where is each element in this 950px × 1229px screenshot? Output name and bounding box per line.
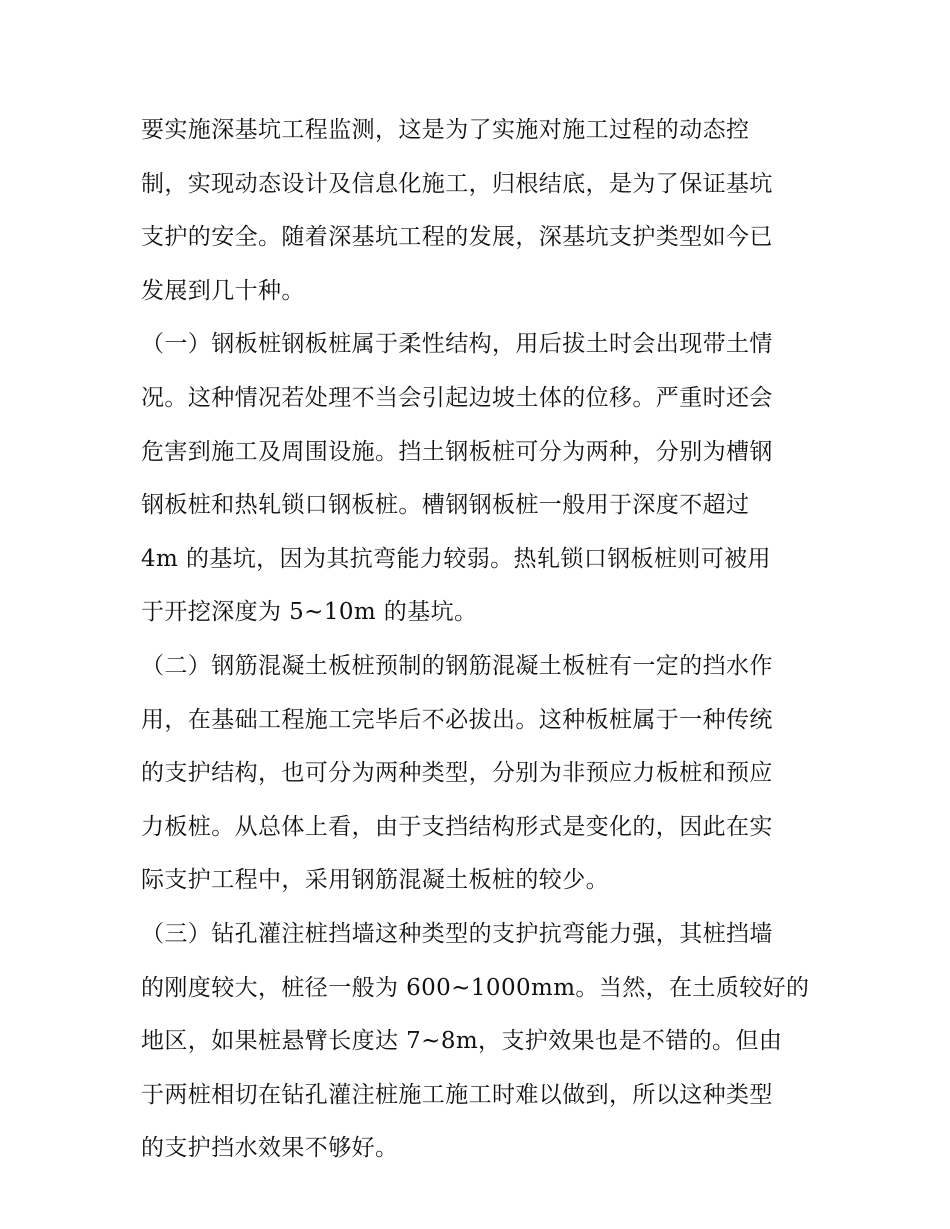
paragraph-concrete-sheet-pile: （二）钢筋混凝土板桩预制的钢筋混凝土板桩有一定的挡水作 用，在基础工程施工完毕后不必拔出。这种板桩属于一种传统 的支护结构，也可分为两种类型，分别为非预应力板桩和预应 力板桩。从总体上看，由于支挡结构形式是变化的，因此在实 际支护工程中，采用钢筋混凝土板桩的较少。 xyxy=(141,652,773,894)
paragraph-intro: 要实施深基坑工程监测，这是为了实施对施工过程的动态控 制，实现动态设计及信息化施工，归根结底，是为了保证基坑 支护的安全。随着深基坑工程的发展，深基坑支护类型如今已 发展到几十种。 xyxy=(141,117,773,304)
paragraph-bored-pile-wall: （三）钻孔灌注桩挡墙这种类型的支护抗弯能力强，其桩挡墙 的刚度较大，桩径一般为 600~1000mm。当然，在土质较好的 地区，如果桩悬臂长度达 7~8m，支护效果也是不错的。但由 于两桩相切在钻孔灌注桩施工施工时难以做到，所以这种类型 的支护挡水效果不够好。 xyxy=(141,920,810,1162)
document-body xyxy=(141,104,813,1176)
paragraph-steel-sheet-pile: （一）钢板桩钢板桩属于柔性结构，用后拔土时会出现带土情 况。这种情况若处理不当会引起边坡土体的位移。严重时还会 危害到施工及周围设施。挡土钢板桩可分为两种，分别为槽钢 钢板桩和热轧锁口钢板桩。槽钢钢板桩一般用于深度不超过 4m 的基坑，因为其抗弯能力较弱。热轧锁口钢板桩则可被用 于开挖深度为 5~10m 的基坑。 xyxy=(141,331,773,626)
